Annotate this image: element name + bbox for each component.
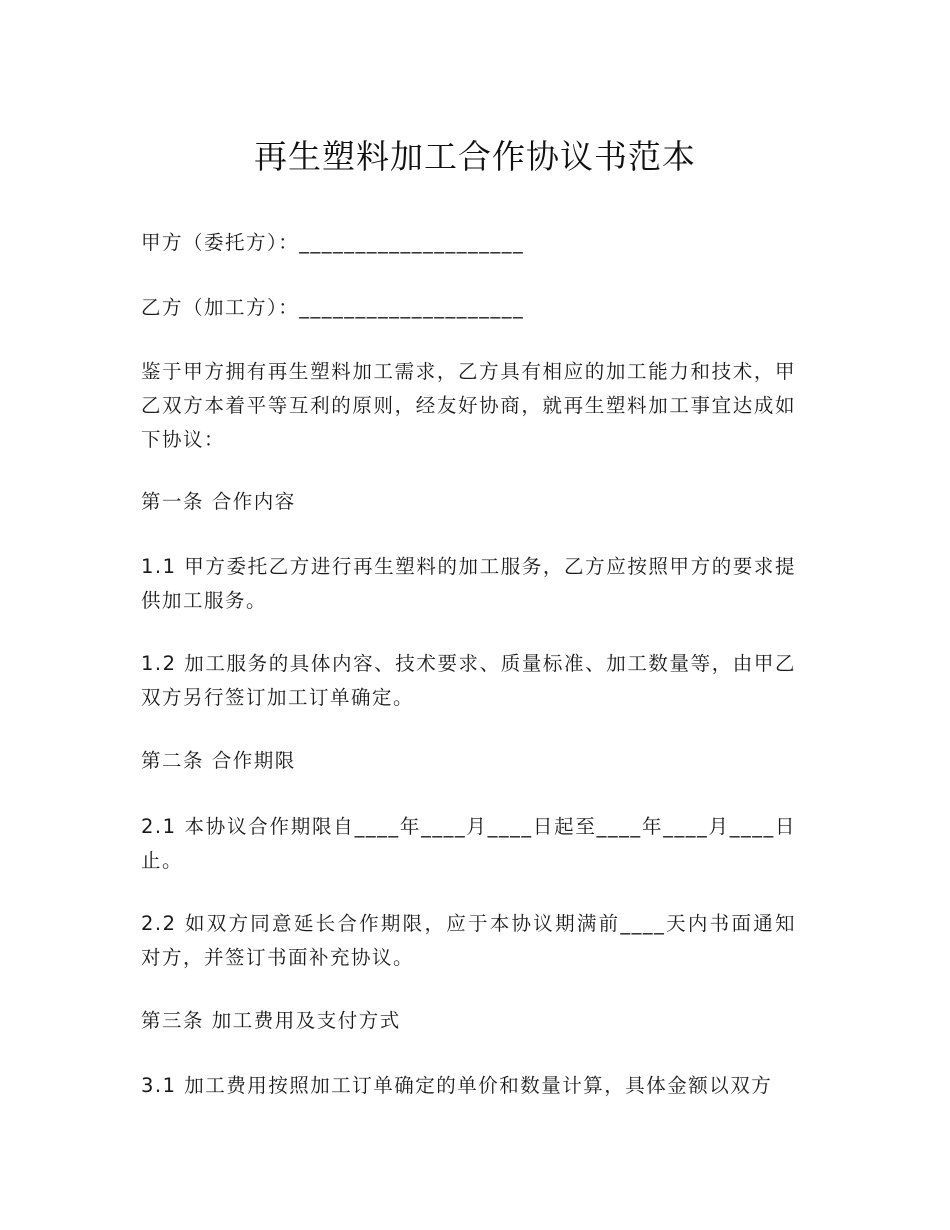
article-2-heading: 第二条 合作期限 bbox=[141, 749, 296, 772]
clause-1-1: 1.1 甲方委托乙方进行再生塑料的加工服务，乙方应按照甲方的要求提供加工服务。 bbox=[141, 555, 796, 612]
preamble-paragraph: 鉴于甲方拥有再生塑料加工需求，乙方具有相应的加工能力和技术，甲乙双方本着平等互利的原则，经友好协商，就再生塑料加工事宜达成如下协议： bbox=[141, 360, 796, 451]
party-a-line: 甲方（委托方）：____________________ bbox=[141, 231, 525, 254]
clause-2-1: 2.1 本协议合作期限自____年____月____日起至____年____月____日止。 bbox=[141, 815, 796, 872]
article-3-heading: 第三条 加工费用及支付方式 bbox=[141, 1009, 401, 1032]
clause-3-1: 3.1 加工费用按照加工订单确定的单价和数量计算，具体金额以双方 bbox=[141, 1074, 773, 1097]
clause-1-2: 1.2 加工服务的具体内容、技术要求、质量标准、加工数量等，由甲乙双方另行签订加工订单确定。 bbox=[141, 652, 796, 709]
document-title: 再生塑料加工合作协议书范本 bbox=[254, 137, 696, 176]
party-b-line: 乙方（加工方）：____________________ bbox=[141, 296, 525, 319]
clause-2-2: 2.2 如双方同意延长合作期限，应于本协议期满前____天内书面通知对方，并签订书面补充协议。 bbox=[141, 912, 796, 969]
article-1-heading: 第一条 合作内容 bbox=[141, 490, 296, 513]
